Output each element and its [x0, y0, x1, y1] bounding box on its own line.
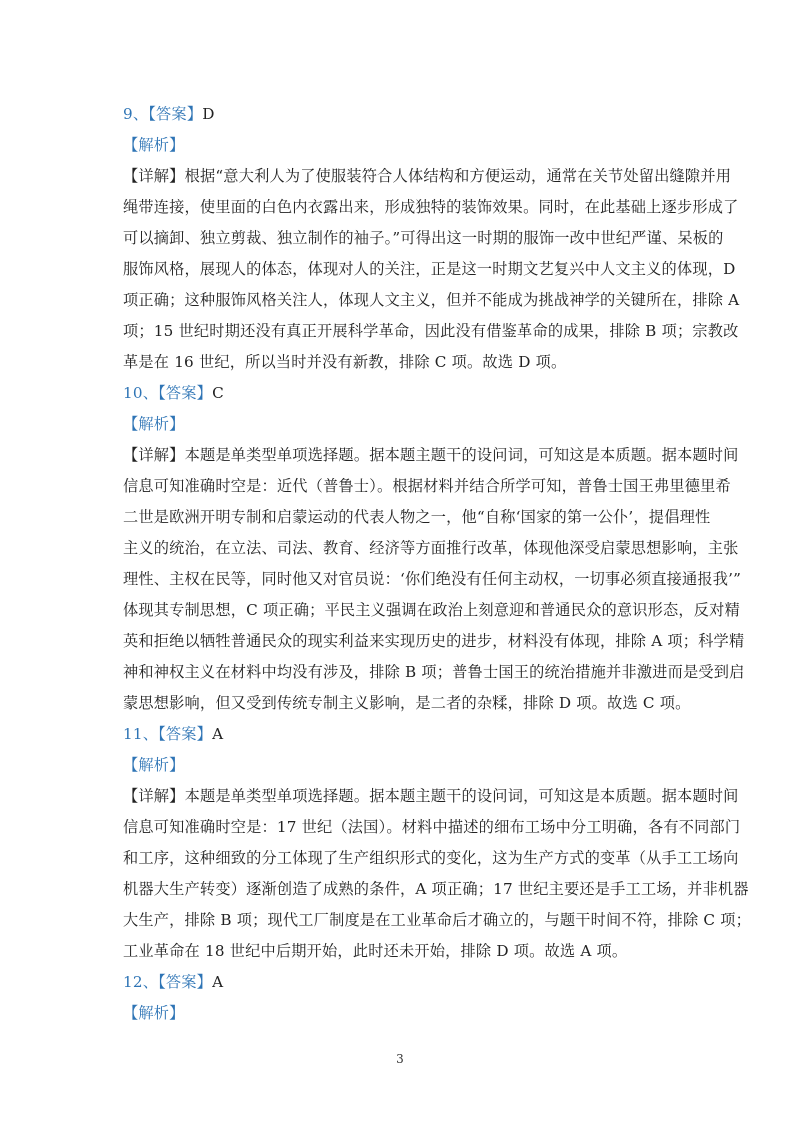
q11-text: 和工序，这种细致的分工体现了生产组织形式的变化，这为生产方式的变革（从手工工场向 [123, 849, 739, 867]
q10-text: 神和神权主义在材料中均没有涉及，排除 B 项；普鲁士国王的统治措施并非激进而是受到启 [123, 663, 745, 681]
q9-detail-tag: 【详解】 [123, 167, 185, 185]
q11-text: 机器大生产转变）逐渐创造了成熟的条件，A 项正确；17 世纪主要还是手工工场，并非机器 [123, 880, 749, 898]
q10-text: 体现其专制思想，C 项正确；平民主义强调在政治上刻意迎和普通民众的意识形态，反对精 [123, 601, 740, 619]
q10-detail-tag: 【详解】 [123, 446, 185, 464]
q10-detail-line-1 [123, 445, 739, 465]
q9-answer-line [123, 104, 683, 124]
q10-answer-line [123, 383, 683, 403]
q9-answer-label: 9、【答案】 [123, 105, 203, 123]
q10-text: 蒙思想影响，但又受到传统专制主义影响，是二者的杂糅，排除 D 项。故选 C 项。 [123, 694, 691, 712]
q12-analysis-label: 【解析】 [123, 1004, 185, 1022]
q10-text: 本题是单类型单项选择题。据本题主题干的设问词，可知这是本质题。据本题时间 [184, 446, 739, 464]
q9-text: 绳带连接，使里面的白色内衣露出来，形成独特的装饰效果。同时，在此基础上逐步形成了 [123, 198, 739, 216]
q12-answer-line [123, 972, 683, 992]
q11-answer-value: A [212, 725, 224, 743]
q11-text: 大生产，排除 B 项；现代工厂制度是在工业革命后才确立的，与题干时间不符，排除 C 项； [123, 911, 752, 929]
q9-text: 服饰风格，展现人的体态，体现对人的关注，正是这一时期文艺复兴中人文主义的体现，D [123, 260, 736, 278]
q9-detail-line-1 [123, 166, 732, 186]
q9-answer-value: D [202, 105, 215, 123]
q12-answer-label: 12、【答案】 [123, 973, 213, 991]
q9-analysis-label: 【解析】 [123, 136, 185, 154]
q9-text: 项；15 世纪时期还没有真正开展科学革命，因此没有借鉴革命的成果，排除 B 项；宗教改 [123, 322, 739, 340]
q9-text: 项正确；这种服饰风格关注人，体现人文主义，但并不能成为挑战神学的关键所在，排除 A [123, 291, 740, 309]
q11-analysis-label: 【解析】 [123, 756, 185, 774]
q11-text: 信息可知准确时空是：17 世纪（法国）。材料中描述的细布工场中分工明确，各有不同部门 [123, 818, 741, 836]
page-number: 3 [396, 1052, 404, 1066]
q10-text: 信息可知准确时空是：近代（普鲁士）。根据材料并结合所学可知，普鲁士国王弗里德里希 [123, 477, 731, 495]
q10-text: 理性、主权在民等，同时他又对官员说：‘你们绝没有任何主动权，一切事必须直接通报我’” [123, 570, 742, 588]
q10-text: 主义的统治，在立法、司法、教育、经济等方面推行改革，体现他深受启蒙思想影响，主张 [123, 539, 739, 557]
q10-answer-label: 10、【答案】 [123, 384, 213, 402]
q11-detail-line-1 [123, 786, 739, 806]
q9-text: 革是在 16 世纪，所以当时并没有新教，排除 C 项。故选 D 项。 [123, 353, 567, 371]
q11-answer-line [123, 724, 683, 744]
q10-text: 二世是欧洲开明专制和启蒙运动的代表人物之一，他“自称‘国家的第一公仆’，提倡理性 [123, 508, 711, 526]
q9-text: 可以摘卸、独立剪裁、独立制作的袖子。”可得出这一时期的服饰一改中世纪严谨、呆板的 [123, 229, 724, 247]
q12-answer-value: A [212, 973, 224, 991]
q9-text: 根据“意大利人为了使服装符合人体结构和方便运动，通常在关节处留出缝隙并用 [184, 167, 732, 185]
q10-answer-value: C [212, 384, 224, 402]
q10-analysis-label: 【解析】 [123, 415, 185, 433]
q10-text: 英和拒绝以牺牲普通民众的现实利益来实现历史的进步，材料没有体现，排除 A 项；科学精 [123, 632, 745, 650]
q11-text: 工业革命在 18 世纪中后期开始，此时还未开始，排除 D 项。故选 A 项。 [123, 942, 628, 960]
q11-detail-tag: 【详解】 [123, 787, 185, 805]
q11-text: 本题是单类型单项选择题。据本题主题干的设问词，可知这是本质题。据本题时间 [184, 787, 739, 805]
q11-answer-label: 11、【答案】 [123, 725, 213, 743]
